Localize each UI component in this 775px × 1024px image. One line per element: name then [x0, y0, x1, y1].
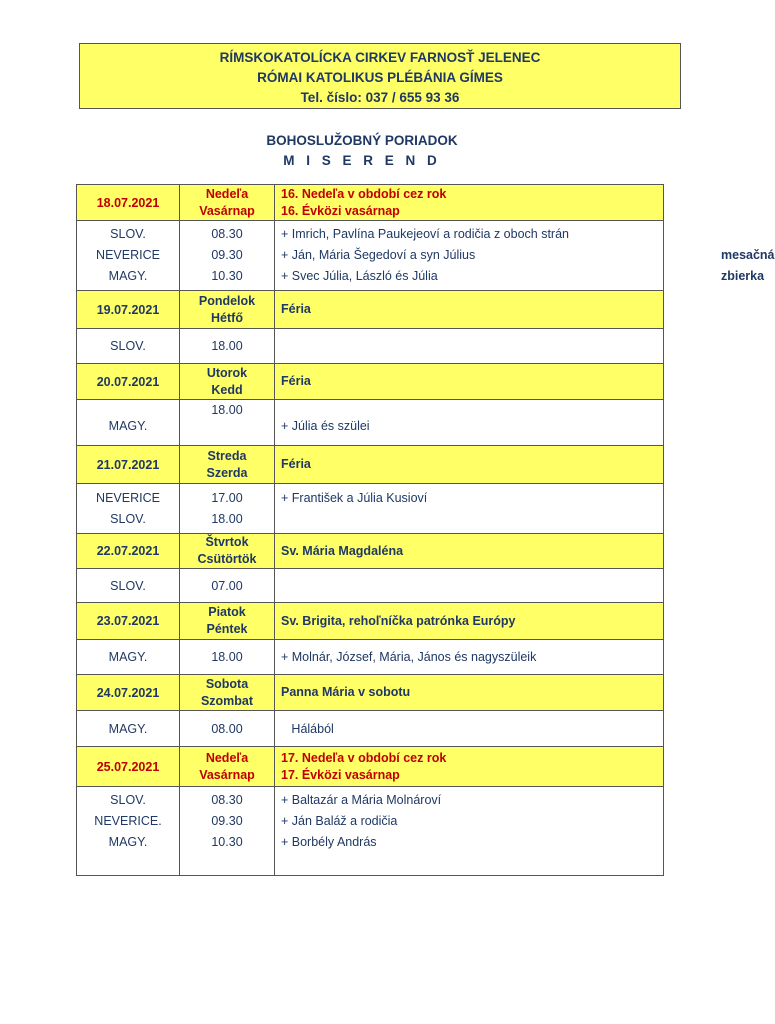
location-cell [77, 221, 180, 291]
day-name-hungarian: Vasárnap [199, 767, 255, 782]
day-name-slovak: Piatok [208, 605, 246, 619]
mass-row [77, 484, 664, 534]
day-name-cell [180, 185, 275, 221]
date-cell: 22.07.2021 [77, 534, 180, 569]
mass-location: SLOV. [110, 793, 146, 807]
mass-row [77, 787, 664, 876]
mass-time: 09.30 [211, 248, 243, 262]
day-row [77, 675, 664, 711]
date-cell: 18.07.2021 [77, 185, 180, 221]
schedule-title: BOHOSLUŽOBNÝ PORIADOK [266, 133, 458, 148]
feast-cell: Féria [275, 364, 664, 400]
day-row [77, 446, 664, 484]
feast-slovak: 17. Nedeľa v období cez rok [281, 750, 447, 765]
day-name-hungarian: Hétfő [211, 310, 243, 325]
mass-location: SLOV. [77, 569, 180, 603]
mass-location: MAGY. [77, 711, 180, 747]
mass-intention: Hálából [275, 711, 664, 747]
parish-name-hungarian: RÓMAI KATOLIKUS PLÉBÁNIA GÍMES [257, 70, 503, 85]
day-name-slovak: Štvrtok [205, 535, 249, 549]
feast-cell: Sv. Brigita, rehoľníčka patrónka Európy [275, 603, 664, 640]
day-name-cell [180, 747, 275, 787]
mass-row [77, 329, 664, 364]
day-name-cell [180, 291, 275, 329]
mass-time: 07.00 [180, 569, 275, 603]
feast-hungarian: 16. Évközi vasárnap [281, 203, 400, 218]
mass-location: SLOV. [110, 511, 146, 526]
mass-location: NEVERICE [96, 490, 160, 505]
parish-name-slovak: RÍMSKOKATOLÍCKA CIRKEV FARNOSŤ JELENEC [219, 50, 541, 65]
mass-time: 18.00 [180, 329, 275, 364]
day-name-hungarian: Vasárnap [199, 203, 255, 218]
mass-intention: + Svec Júlia, László és Júlia [281, 269, 438, 283]
mass-time: 10.30 [211, 269, 243, 283]
feast-cell: Féria [275, 446, 664, 484]
mass-intention: + Ján, Mária Šegedoví a syn Július [281, 248, 476, 262]
time-cell [180, 787, 275, 876]
mass-intention: + Ján Baláž a rodičia [281, 814, 398, 828]
feast-cell [275, 747, 664, 787]
mass-time: 10.30 [211, 835, 243, 849]
collection-note: mesačná zbierka [721, 248, 775, 283]
mass-location: MAGY. [108, 835, 148, 849]
day-name-slovak: Pondelok [198, 293, 256, 308]
mass-location: SLOV. [77, 329, 180, 364]
day-row [77, 534, 664, 569]
mass-time: 08.30 [211, 793, 243, 807]
mass-intention: + Baltazár a Mária Molnároví [281, 793, 442, 807]
mass-time: 08.30 [211, 227, 243, 241]
parish-phone: Tel. číslo: 037 / 655 93 36 [300, 90, 460, 105]
feast-cell: Sv. Mária Magdaléna [275, 534, 664, 569]
mass-location: SLOV. [110, 227, 146, 241]
mass-location: MAGY. [108, 269, 148, 283]
day-name-slovak: Nedeľa [205, 750, 249, 765]
day-name-cell [180, 534, 275, 569]
mass-intention: + Júlia és szülei [275, 400, 664, 446]
mass-intention: + Molnár, József, Mária, János és nagyszüleik [275, 640, 664, 675]
feast-cell [275, 185, 664, 221]
mass-location: MAGY. [77, 640, 180, 675]
day-row [77, 185, 664, 221]
location-cell [77, 787, 180, 876]
day-row [77, 364, 664, 400]
intention-cell [275, 787, 664, 876]
day-name-cell [180, 675, 275, 711]
parish-header [79, 43, 681, 109]
mass-time: 18.00 [211, 511, 243, 526]
day-name-slovak: Sobota [205, 676, 249, 691]
mass-intention [275, 569, 664, 603]
mass-row [77, 711, 664, 747]
mass-time: 18.00 [180, 640, 275, 675]
mass-row [77, 569, 664, 603]
day-name-cell [180, 446, 275, 484]
mass-schedule-table [76, 184, 775, 876]
mass-time: 09.30 [211, 814, 243, 828]
location-cell [77, 484, 180, 534]
mass-intention: + František a Júlia Kusioví [281, 490, 428, 505]
date-cell: 24.07.2021 [77, 675, 180, 711]
date-cell: 25.07.2021 [77, 747, 180, 787]
mass-location: MAGY. [77, 400, 180, 446]
day-row [77, 291, 664, 329]
mass-row [77, 640, 664, 675]
mass-time: 18.00 [180, 400, 275, 446]
time-cell [180, 484, 275, 534]
feast-hungarian: 17. Évközi vasárnap [281, 767, 400, 782]
time-cell [180, 221, 275, 291]
day-name-slovak: Utorok [206, 365, 248, 380]
day-name-slovak: Streda [207, 448, 247, 463]
mass-location: NEVERICE [96, 248, 160, 262]
feast-cell: Féria [275, 291, 664, 329]
mass-intention [281, 509, 663, 530]
day-name-hungarian: Csütörtök [197, 552, 257, 566]
intention-cell [275, 484, 664, 534]
feast-slovak: 16. Nedeľa v období cez rok [281, 186, 447, 201]
date-cell: 23.07.2021 [77, 603, 180, 640]
day-name-cell [180, 603, 275, 640]
mass-location: NEVERICE. [94, 814, 162, 828]
day-name-hungarian: Szerda [206, 465, 248, 480]
mass-time: 17.00 [211, 490, 243, 505]
date-cell: 20.07.2021 [77, 364, 180, 400]
day-row [77, 747, 664, 787]
date-cell: 19.07.2021 [77, 291, 180, 329]
day-name-hungarian: Szombat [200, 693, 254, 708]
schedule-subtitle: M I S E R E N D [283, 153, 441, 168]
mass-intention [275, 329, 664, 364]
date-cell: 21.07.2021 [77, 446, 180, 484]
intention-cell [275, 221, 775, 291]
mass-row [77, 400, 664, 446]
mass-row [77, 221, 664, 291]
day-name-hungarian: Kedd [211, 382, 243, 397]
day-name-slovak: Nedeľa [205, 186, 249, 201]
feast-cell: Panna Mária v sobotu [275, 675, 664, 711]
day-row [77, 603, 664, 640]
day-name-cell [180, 364, 275, 400]
mass-intention: + Imrich, Pavlína Paukejeoví a rodičia z oboch strán [281, 227, 569, 241]
mass-time: 08.00 [180, 711, 275, 747]
day-name-hungarian: Péntek [206, 622, 248, 636]
mass-intention: + Borbély András [281, 835, 377, 849]
